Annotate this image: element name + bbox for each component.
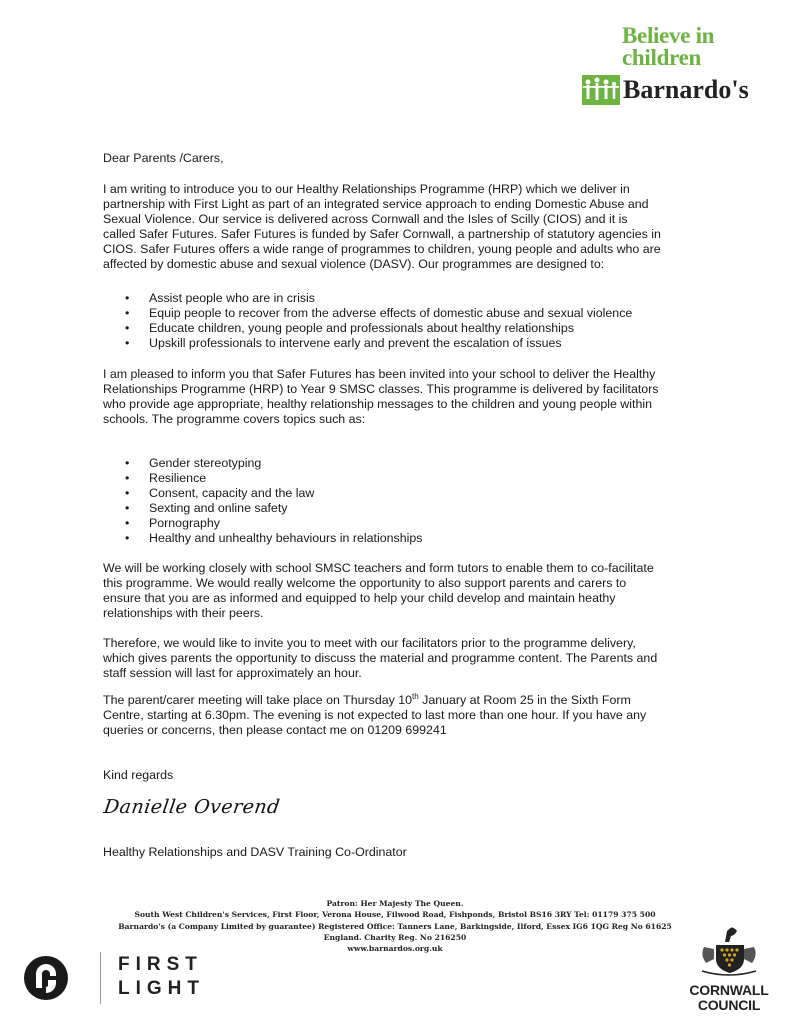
meeting-text-b: January at Room 25 in the Sixth Form [418, 693, 631, 707]
footer-line: www.barnardos.org.uk [347, 944, 443, 954]
list-item: • Gender stereotyping [103, 456, 703, 471]
first-light-word-1: FIRST [118, 954, 203, 975]
paragraph-collaboration: We will be working closely with school SMSC teachers and form tutors to enable them to co-facilitate this programme. We would really welcome the opportunity to also support parents and carers to ensure that you are as informed and equipped to help your child develop and maintain heathy relationships with their peers. [103, 561, 654, 620]
logo-brand-name: Barnardo's [623, 75, 749, 104]
list-item: • Resilience [103, 471, 703, 486]
paragraph-intro: I am writing to introduce you to our Healthy Relationships Programme (HRP) which we deliver in partnership with First Light as part of an integrated service approach to ending Domestic Abuse and Sexual Violence. Our service is delivered across Cornwall and the Isles of Scilly (CIOS) and it is called Safer Futures. Safer Futures is funded by Safer Cornwall, a partnership of statutory agencies in CIOS. Safer Futures offers a wide range of programmes to children, young people and adults who are affected by domestic abuse and sexual violence (DASV). Our programmes are designed to: [103, 182, 661, 271]
signature: Danielle Overend [102, 796, 282, 818]
cornwall-crest-icon [694, 925, 764, 977]
logo-tagline-line1: Believe in [622, 23, 715, 48]
logo-tagline-line2: children [622, 45, 701, 70]
first-light-mark-icon [22, 954, 70, 1002]
paragraph-invitation: I am pleased to inform you that Safer Futures has been invited into your school to deliver the Healthy Relationships Programme (HRP) to Year 9 SMSC classes. This programme is delivered by facilitators who provide age appropriate, healthy relationship messages to the children and young people within schools. The programme covers topics such as: [103, 367, 659, 426]
cornwall-council-logo [684, 925, 774, 1020]
aims-list [103, 291, 703, 351]
footer-line: Barnardo's (a Company Limited by guarantee) Registered Office: Tanners Lane, Barkingside, Ilford, Essex IG6 1QG Reg No 61625 [118, 921, 672, 931]
closing: Kind regards [103, 768, 174, 782]
council-word-1: CORNWALL [689, 982, 769, 998]
date-ordinal: th [412, 691, 419, 701]
footer-line: Patron: Her Majesty The Queen. [326, 899, 464, 908]
meeting-text-a: The parent/carer meeting will take place on Thursday 10 [103, 693, 413, 707]
barnardos-logo [622, 25, 772, 105]
footer-line: England. Charity Reg. No 216250 [323, 932, 467, 942]
topics-list [103, 456, 703, 546]
first-light-word-2: LIGHT [118, 978, 205, 999]
first-light-logo [22, 950, 205, 1006]
signatory-role: Healthy Relationships and DASV Training Co-Ordinator [103, 845, 407, 859]
list-item: • Assist people who are in crisis [103, 291, 703, 306]
paragraph-meeting-details [103, 693, 703, 738]
list-item: • Consent, capacity and the law [103, 486, 703, 501]
footer-address [100, 898, 690, 954]
list-item: • Pornography [103, 516, 703, 531]
paragraph-meeting-invite: Therefore, we would like to invite you to meet with our facilitators prior to the programme delivery, which gives parents the opportunity to discuss the material and programme content. The Parents and staff session will last for approximately an hour. [103, 636, 658, 680]
council-word-2: COUNCIL [697, 997, 761, 1013]
footer-line: South West Children's Services, First Floor, Verona House, Filwood Road, Fishponds, Bristol BS16 3RY Tel: 01179 375 500 [134, 910, 656, 920]
salutation: Dear Parents /Carers, [103, 151, 224, 165]
list-item: • Sexting and online safety [103, 501, 703, 516]
logo-divider [100, 952, 101, 1004]
meeting-text-c: Centre, starting at 6.30pm. The evening is not expected to last more than one hour. If you have any queries or concerns, then please contact me on 01209 699241 [103, 708, 647, 737]
list-item: • Healthy and unhealthy behaviours in relationships [103, 531, 703, 546]
list-item: • Equip people to recover from the adverse effects of domestic abuse and sexual violence [103, 306, 703, 321]
list-item: • Educate children, young people and professionals about healthy relationships [103, 321, 703, 336]
list-item: • Upskill professionals to intervene early and prevent the escalation of issues [103, 336, 703, 351]
barnardos-figures-icon [582, 75, 620, 105]
